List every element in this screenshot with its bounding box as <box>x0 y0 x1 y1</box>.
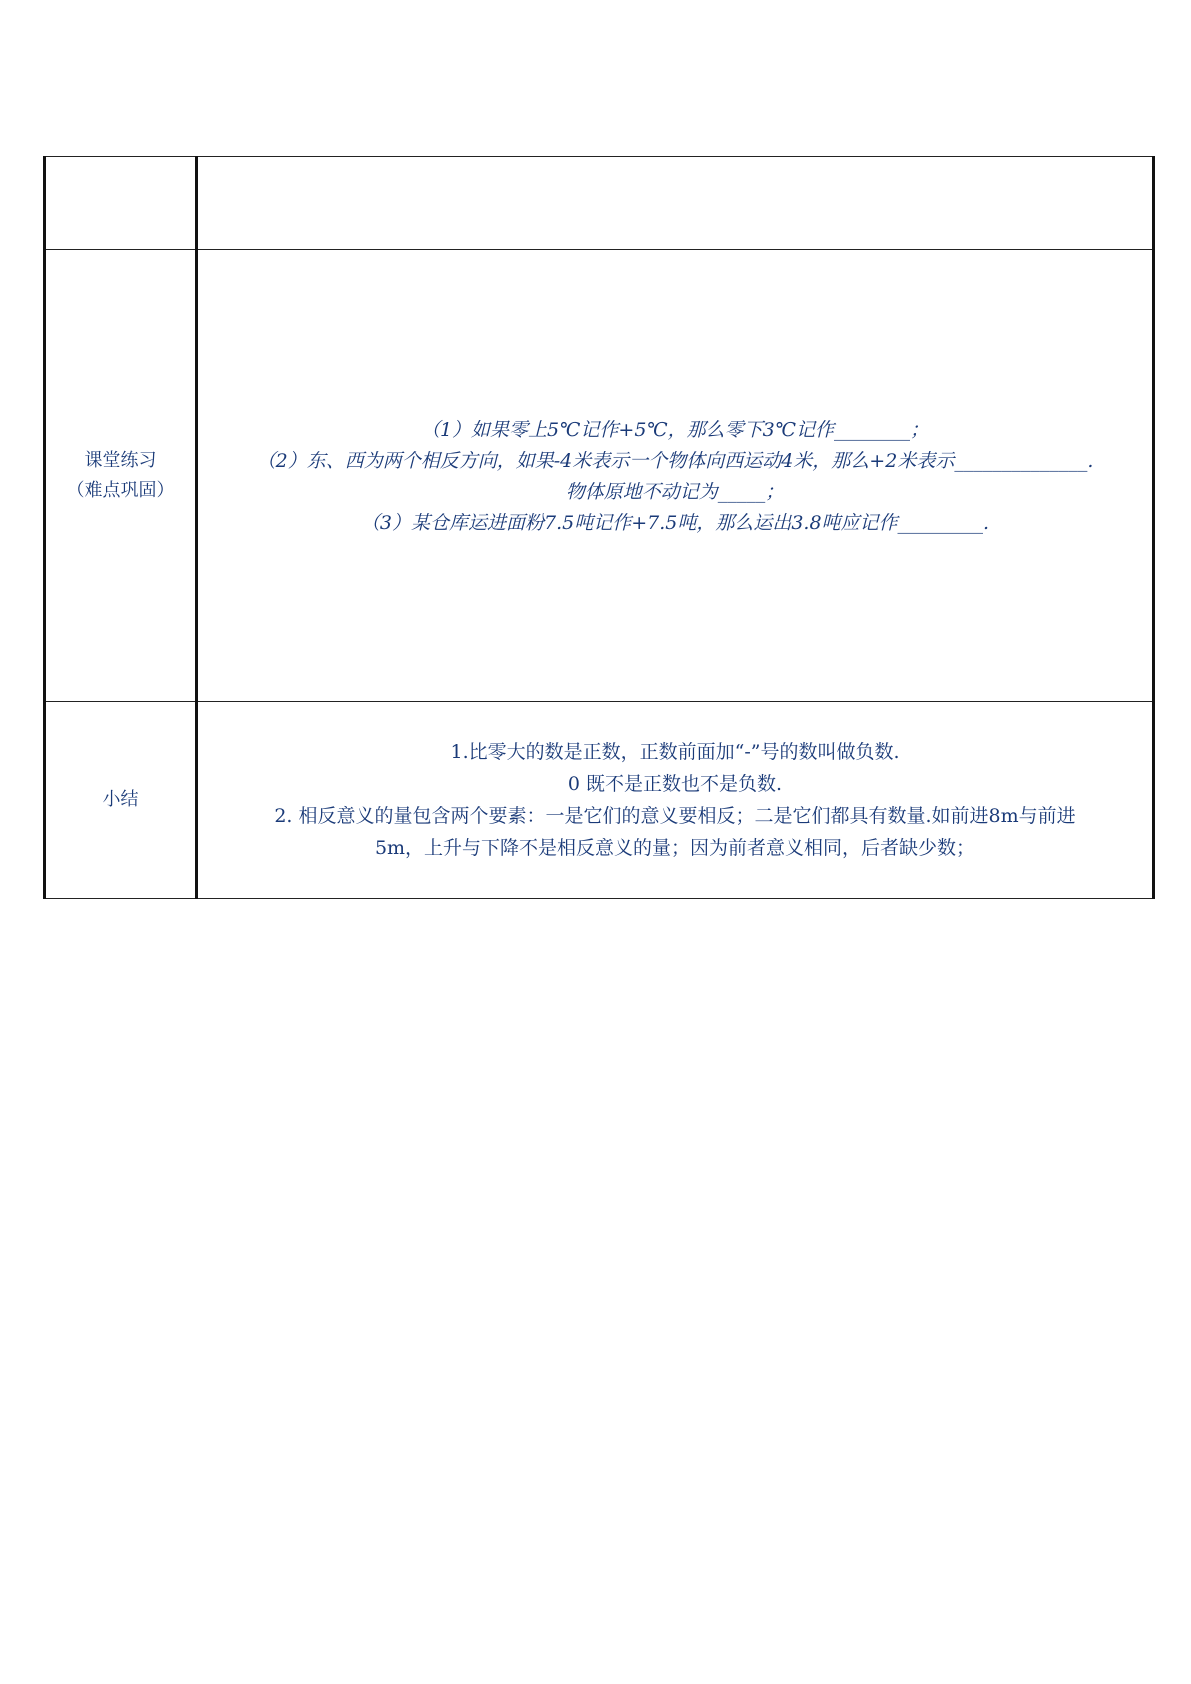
practice-questions <box>198 413 1152 539</box>
practice-question-1: （1）如果零上5℃记作+5℃，那么零下3℃记作________； <box>420 418 930 441</box>
summary-point-1-note: 0 既不是正数也不是负数. <box>567 773 783 795</box>
practice-label-line1: 课堂练习 <box>84 449 157 471</box>
summary-content-cell <box>197 702 1154 899</box>
table-row-practice <box>45 250 1154 702</box>
practice-question-3: （3）某仓库运进面粉7.5吨记作+7.5吨，那么运出3.8吨应记作_________. <box>360 511 990 534</box>
empty-label-cell <box>45 157 197 250</box>
practice-question-2-continued: 物体原地不动记为_____； <box>565 480 785 503</box>
practice-label-cell <box>45 250 197 702</box>
summary-point-2: 2. 相反意义的量包含两个要素：一是它们的意义要相反；二是它们都具有数量.如前进8m与前进 <box>274 805 1076 827</box>
summary-label: 小结 <box>102 789 139 810</box>
table-row-summary <box>45 702 1154 899</box>
practice-label-line2: （难点巩固） <box>66 479 175 501</box>
summary-points <box>198 736 1152 864</box>
table-row-top <box>45 157 1154 250</box>
summary-label-cell <box>45 702 197 899</box>
practice-question-2: （2）东、西为两个相反方向，如果-4米表示一个物体向西运动4米，那么+2米表示______________. <box>256 449 1094 472</box>
practice-content-cell <box>197 250 1154 702</box>
lesson-table <box>43 156 1155 899</box>
empty-content-cell <box>197 157 1154 250</box>
summary-point-2-continued: 5m，上升与下降不是相反意义的量；因为前者意义相同，后者缺少数； <box>374 837 976 859</box>
summary-point-1: 1.比零大的数是正数，正数前面加“-”号的数叫做负数. <box>450 741 900 763</box>
